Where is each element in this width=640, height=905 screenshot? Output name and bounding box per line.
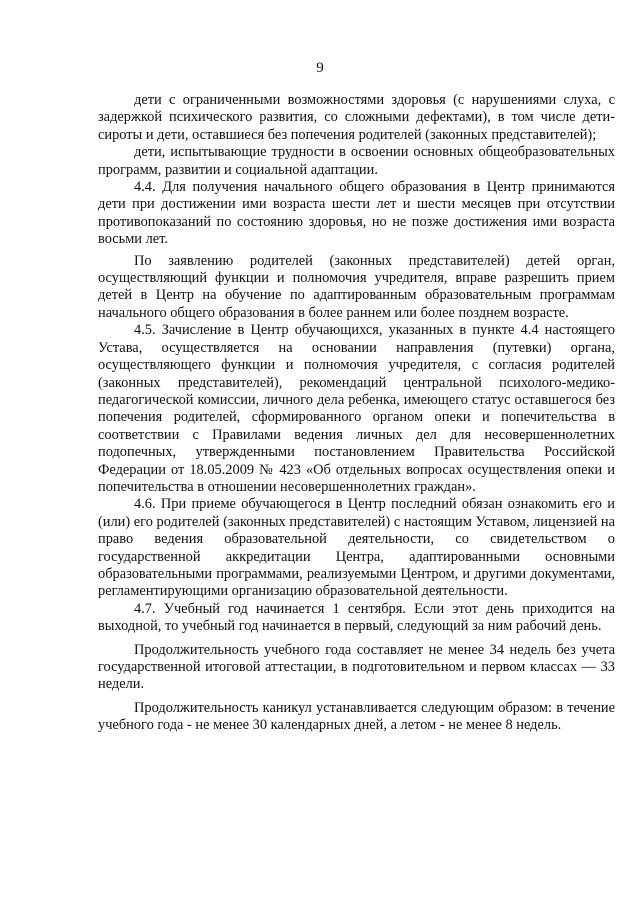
paragraph-holidays-duration: Продолжительность каникул устанавливается следующим образом: в течение учебного года - не менее 30 календарных дней, а летом - не менее 8 недель. [98,699,615,734]
paragraph-4-6: 4.6. При приеме обучающегося в Центр последний обязан ознакомить его и (или) его родителей (законных представителей) с настоящим Уставом, лицензией на право ведения образовательной деятельности, со свидетельством о государственной аккредитации Центра, адаптированными основными образовательными программами, реализуемыми Центром, и другими документами, регламентирующими организацию образовательной деятельности. [98,496,615,600]
paragraph-4-7: 4.7. Учебный год начинается 1 сентября. Если этот день приходится на выходной, то учебный год начинается в первый, следующий за ним рабочий день. [98,600,615,635]
paragraph-parents-request: По заявлению родителей (законных представителей) детей орган, осуществляющий функции и полномочия учредителя, вправе разрешить прием детей в Центр на обучение по адаптированным образовательным программам начального общего образования в более раннем или более позднем возрасте. [98,252,615,321]
page-number: 9 [316,60,324,76]
paragraph-4-5: 4.5. Зачисление в Центр обучающихся, указанных в пункте 4.4 настоящего Устава, осуществляется на основании направления (путевки) органа, осуществляющего функции и полномочия учредителя, с согласия родителей (законных представителей), рекомендаций центральной психолого-медико-педагогической комиссии, личного дела ребенка, имеющего статус оставшегося без попечения родителей, сформированного органом опеки и попечительства в соответствии с Правилами ведения личных дел для несовершеннолетних подопечных, утвержденными постановлением Правительства Российской Федерации от 18.05.2009 № 423 «Об отдельных вопросах осуществления опеки и попечительства в отношении несовершеннолетних граждан». [98,322,615,495]
paragraph-school-year-duration: Продолжительность учебного года составляет не менее 34 недель без учета государственной итоговой аттестации, в подготовительном и первом классах — 33 недели. [98,641,615,693]
paragraph-learning-difficulties: дети, испытывающие трудности в освоении основных общеобразовательных программ, развитии и социальной адаптации. [98,144,615,178]
document-body [98,92,615,735]
paragraph-4-4: 4.4. Для получения начального общего образования в Центр принимаются дети при достижении ими возраста шести лет и шести месяцев при отсутствии противопоказаний по состоянию здоровья, но не позже достижения ими возраста восьми лет. [98,179,615,248]
paragraph-disabled-children: дети с ограниченными возможностями здоровья (с нарушениями слуха, с задержкой психического развития, со сложными дефектами), в том числе дети-сироты и дети, оставшиеся без попечения родителей (законных представителей); [98,92,615,143]
